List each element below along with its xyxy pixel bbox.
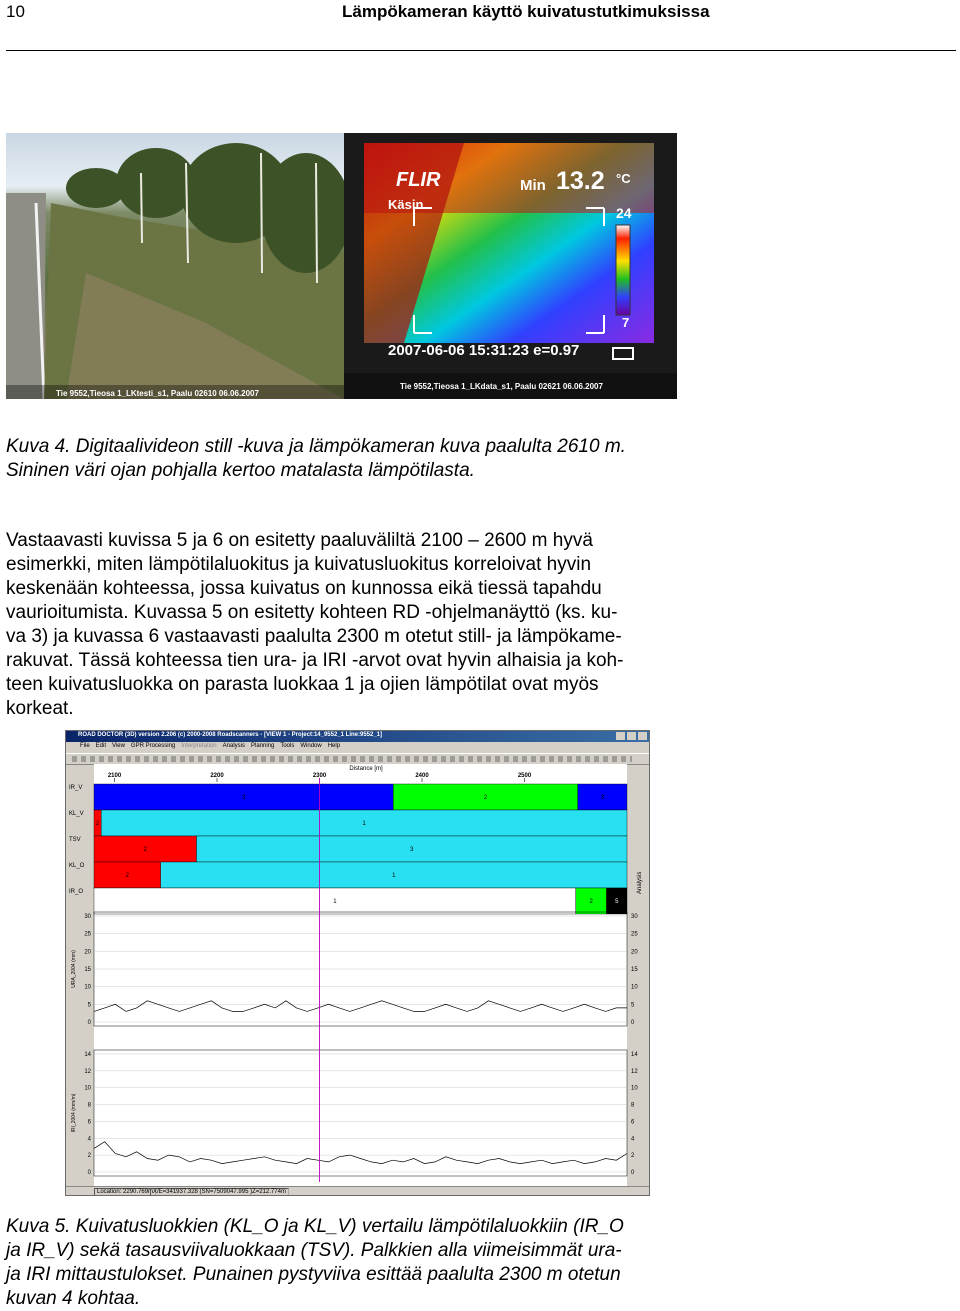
class-value-label: 2 <box>143 847 147 853</box>
y-tick-label-right: 10 <box>631 1085 638 1092</box>
y-tick-label-right: 6 <box>631 1119 635 1126</box>
figure5-caption-line4: kuvan 4 kohtaa. <box>6 1288 141 1309</box>
figure5-caption-line1: Kuva 5. Kuivatusluokkien (KL_O ja KL_V) vertailu lämpötilaluokkiin (IR_O <box>6 1216 624 1237</box>
roadside-scene <box>6 133 344 399</box>
battery-icon <box>612 347 634 360</box>
y-tick-label-right: 10 <box>631 984 638 991</box>
paragraph-line: rakuvat. Tässä kohteessa tien ura- ja IRI -arvot ovat hyvin alhaisia ja koh- <box>6 650 624 671</box>
class-value-label: 2 <box>589 899 593 905</box>
class-value-label: 2 <box>483 795 488 801</box>
y-tick-label-right: 25 <box>631 931 638 938</box>
y-tick-label: 20 <box>84 949 91 956</box>
y-tick-label-right: 20 <box>631 949 638 956</box>
menu-help[interactable]: Help <box>327 743 341 749</box>
close-button[interactable] <box>638 732 647 740</box>
row-label: KL_V <box>69 811 84 817</box>
y-tick-label: 8 <box>87 1102 91 1109</box>
y-tick-label-right: 15 <box>631 967 638 973</box>
paragraph-line: vaurioitumista. Kuvassa 5 on esitetty kohteen RD -ohjelmanäyttö (ks. ku- <box>6 602 618 623</box>
menu-bar <box>66 743 650 752</box>
running-title: Lämpökameran käyttö kuivatustutkimuksissa <box>342 2 710 21</box>
window-title: ROAD DOCTOR (3D) version 2.206 (c) 2000-2008 Roadscanners - [VIEW 1 - Project:14_9552_1 Line:9552_1] <box>78 732 383 738</box>
paragraph-line: va 3) ja kuvassa 6 vastaavasti paalulta 2300 m otetut still- ja lämpökame- <box>6 626 622 647</box>
road-doctor-plot <box>66 764 649 1186</box>
thermal-overlay-text: Tie 9552,Tieosa 1_LKdata_s1, Paalu 02621 06.06.2007 <box>400 382 603 391</box>
y-tick-label-right: 2 <box>631 1153 635 1160</box>
row-label: KL_O <box>69 863 85 869</box>
paragraph-line: korkeat. <box>6 698 74 719</box>
y-tick-label: 25 <box>84 931 91 938</box>
y-tick-label: 12 <box>84 1068 91 1075</box>
minimize-button[interactable] <box>616 732 625 740</box>
thermal-mode: Käsin <box>388 197 424 212</box>
row-label: IR_O <box>69 889 84 895</box>
video-overlay-text: Tie 9552,Tieosa 1_LKtesti_s1, Paalu 02610 06.06.2007 <box>56 389 259 398</box>
menu-interpretation[interactable]: Interpretation <box>181 743 217 749</box>
y-tick-label-right: 4 <box>631 1136 635 1143</box>
y-tick-label: 0 <box>87 1170 91 1176</box>
menu-edit[interactable]: Edit <box>95 743 107 749</box>
row-label: TSV <box>69 837 81 843</box>
y-tick-label-right: 30 <box>631 914 638 920</box>
analysis-label: Analysis <box>637 871 643 894</box>
class-value-label: 3 <box>600 795 605 801</box>
distance-tick-label: 2300 <box>312 773 327 779</box>
y-tick-label: 0 <box>87 1020 91 1026</box>
distance-tick-label: 2100 <box>107 773 122 779</box>
y-tick-label-right: 5 <box>631 1002 635 1009</box>
figure4-caption-line2: Sininen väri ojan pohjalla kertoo matalasta lämpötilasta. <box>6 460 475 481</box>
header-rule <box>6 50 956 51</box>
min-label: Min <box>520 177 546 194</box>
y-tick-label: 4 <box>87 1136 91 1143</box>
menu-tools[interactable]: Tools <box>280 743 295 749</box>
maximize-button[interactable] <box>627 732 636 740</box>
menu-view[interactable]: View <box>112 743 125 749</box>
scale-min: 7 <box>622 315 630 330</box>
window-titlebar <box>66 731 649 742</box>
figure5-caption <box>6 1215 624 1311</box>
thermal-camera-image <box>344 133 677 399</box>
y-tick-label: 14 <box>84 1052 91 1058</box>
status-location: Location: 2290.769m <box>94 1188 156 1196</box>
status-coordinates: X/E=341937.328 (SN=7509047.995 )Z=212.774m <box>150 1188 289 1196</box>
roadside-video-still <box>6 133 344 399</box>
paragraph-line: Vastaavasti kuvissa 5 ja 6 on esitetty paaluväliltä 2100 – 2600 m hyvä <box>6 530 593 551</box>
thermal-timestamp: 2007-06-06 15:31:23 e=0.97 <box>388 342 580 359</box>
flir-logo: FLIR <box>396 169 441 191</box>
class-value-label: 1 <box>392 873 396 879</box>
y-tick-label: 10 <box>84 984 91 991</box>
y-axis-label: IRI_2004 (mm/m) <box>71 1093 77 1133</box>
row-label: IR_V <box>69 785 83 791</box>
menu-analysis[interactable]: Analysis <box>222 743 245 749</box>
y-tick-label-right: 0 <box>631 1170 635 1176</box>
y-tick-label-right: 12 <box>631 1068 638 1075</box>
distance-tick-label: 2500 <box>517 773 532 779</box>
y-axis-label: URA_2004 (mm) <box>71 950 77 988</box>
figure5-caption-line3: ja IRI mittaustulokset. Punainen pystyviiva esittää paalulta 2300 m otetun <box>6 1264 621 1285</box>
distance-tick-label: 2200 <box>210 773 224 779</box>
class-value-label: 2 <box>95 821 100 827</box>
y-tick-label: 6 <box>87 1119 91 1126</box>
body-paragraph <box>6 529 676 721</box>
paragraph-line: esimerkki, miten lämpötilaluokitus ja kuivatusluokitus korreloivat hyvin <box>6 554 592 575</box>
y-tick-label: 2 <box>87 1153 91 1160</box>
paragraph-line: keskenään kohteessa, jossa kuivatus on kunnossa eikä tiessä tapahdu <box>6 578 602 599</box>
menu-planning[interactable]: Planning <box>250 743 275 749</box>
y-tick-label: 15 <box>84 967 91 973</box>
min-value: 13.2 <box>556 167 605 195</box>
distance-tick-label: 2400 <box>415 773 429 779</box>
class-value-label: 3 <box>410 847 414 853</box>
menu-gpr-processing[interactable]: GPR Processing <box>130 743 176 749</box>
y-tick-label: 30 <box>84 914 91 920</box>
figure4-caption <box>6 435 626 483</box>
class-value-label: 5 <box>615 899 619 905</box>
y-tick-label: 5 <box>87 1002 91 1009</box>
paragraph-line: teen kuivatusluokka on parasta luokkaa 1 ja ojien lämpötilat ovat myös <box>6 674 599 695</box>
y-tick-label-right: 8 <box>631 1102 635 1109</box>
figure5-caption-line2: ja IR_V) sekä tasausviivaluokkaan (TSV). Palkkien alla viimeisimmät ura- <box>6 1240 622 1261</box>
menu-window[interactable]: Window <box>300 743 322 749</box>
distance-axis-label: Distance [m] <box>349 766 383 772</box>
temp-unit: °C <box>616 171 631 186</box>
y-tick-label-right: 14 <box>631 1052 638 1058</box>
y-tick-label-right: 0 <box>631 1020 635 1026</box>
status-bar <box>66 1186 649 1196</box>
page-number: 10 <box>6 2 25 21</box>
class-value-label: 1 <box>333 899 337 905</box>
scale-max: 24 <box>616 205 632 221</box>
road-doctor-window <box>65 730 650 1196</box>
toolbar-buttons[interactable] <box>72 756 632 762</box>
class-value-label: 3 <box>241 795 246 801</box>
class-value-label: 2 <box>125 873 129 879</box>
figure4-caption-line1: Kuva 4. Digitaalivideon still -kuva ja lämpökameran kuva paalulta 2610 m. <box>6 436 626 457</box>
class-value-label: 1 <box>362 821 366 827</box>
menu-file[interactable]: File <box>80 743 90 749</box>
y-tick-label: 10 <box>84 1085 91 1092</box>
